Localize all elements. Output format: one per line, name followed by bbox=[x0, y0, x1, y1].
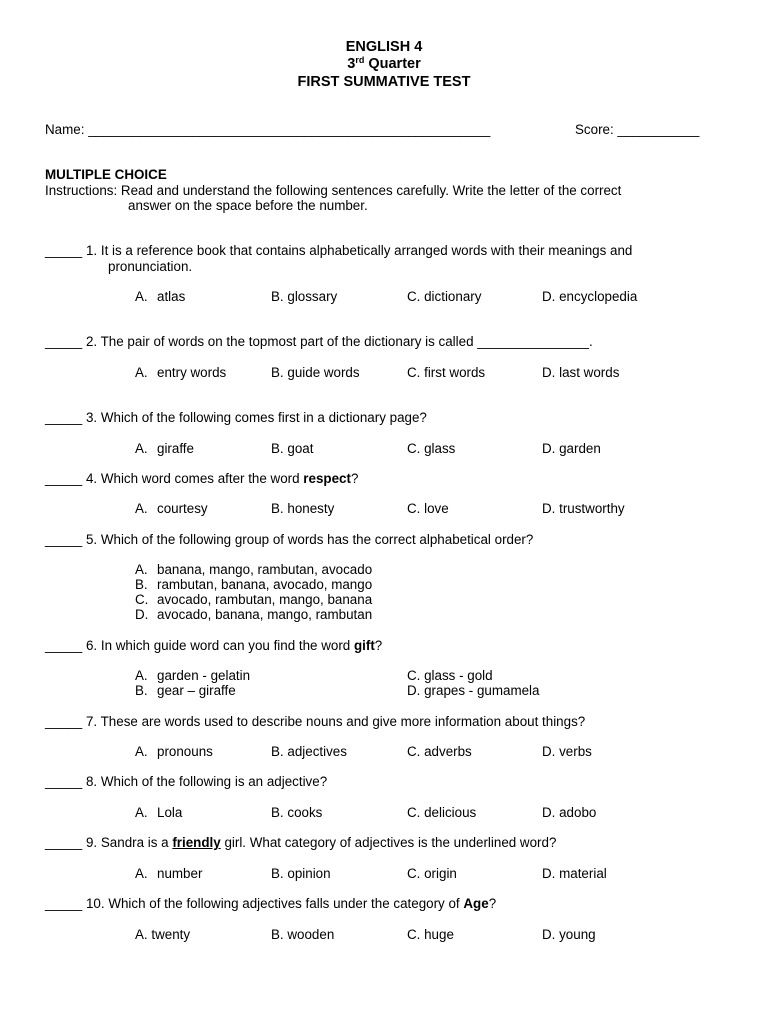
question-4: _____ 4. Which word comes after the word respect? bbox=[45, 471, 359, 486]
option-b: B. wooden bbox=[271, 927, 335, 942]
question-2: _____ 2. The pair of words on the topmost part of the dictionary is called _______________. bbox=[45, 334, 593, 349]
option-c: C. huge bbox=[407, 927, 454, 942]
option-a: A. number bbox=[135, 866, 203, 881]
option-c: C. avocado, rambutan, mango, banana bbox=[135, 592, 373, 607]
test-quarter: 3rd Quarter bbox=[347, 55, 421, 72]
option-b: B. glossary bbox=[271, 289, 338, 304]
option-b: B. gear – giraffe bbox=[135, 683, 236, 698]
question-6: _____ 6. In which guide word can you find the word gift? bbox=[45, 638, 383, 653]
option-b: B. guide words bbox=[271, 365, 360, 380]
option-d: D. young bbox=[542, 927, 596, 942]
question-7: _____ 7. These are words used to describe nouns and give more information about things? bbox=[45, 714, 586, 729]
option-b: B. rambutan, banana, avocado, mango bbox=[135, 577, 373, 592]
question-1: _____ 1. It is a reference book that contains alphabetically arranged words with their meanings and bbox=[45, 243, 633, 258]
option-d: D. trustworthy bbox=[542, 501, 625, 516]
option-c: C. love bbox=[407, 501, 449, 516]
answer-blank[interactable]: _____ bbox=[45, 410, 83, 425]
option-d: D. grapes - gumamela bbox=[407, 683, 540, 698]
option-c: C. first words bbox=[407, 365, 486, 380]
option-a: A. garden - gelatin bbox=[135, 668, 251, 683]
question-10: _____ 10. Which of the following adjectives falls under the category of Age? bbox=[45, 896, 497, 911]
option-a: A. entry words bbox=[135, 365, 227, 380]
answer-blank[interactable]: _____ bbox=[45, 774, 83, 789]
option-a: A. courtesy bbox=[135, 501, 208, 516]
option-a: A. pronouns bbox=[135, 744, 213, 759]
option-c: C. glass - gold bbox=[407, 668, 493, 683]
option-d: D. adobo bbox=[542, 805, 597, 820]
option-c: C. dictionary bbox=[407, 289, 482, 304]
option-c: C. glass bbox=[407, 441, 456, 456]
option-c: C. origin bbox=[407, 866, 457, 881]
question-3: _____ 3. Which of the following comes first in a dictionary page? bbox=[45, 410, 427, 425]
option-d: D. encyclopedia bbox=[542, 289, 638, 304]
option-a: A. giraffe bbox=[135, 441, 194, 456]
question-8: _____ 8. Which of the following is an adjective? bbox=[45, 774, 328, 789]
option-d: D. garden bbox=[542, 441, 601, 456]
instructions-line-1: Instructions: Read and understand the following sentences carefully. Write the letter of the correct bbox=[45, 183, 622, 198]
answer-blank[interactable]: _____ bbox=[45, 334, 83, 349]
answer-blank[interactable]: _____ bbox=[45, 835, 83, 850]
section-title: MULTIPLE CHOICE bbox=[45, 167, 167, 182]
question-5: _____ 5. Which of the following group of words has the correct alphabetical order? bbox=[45, 532, 534, 547]
option-a: A. atlas bbox=[135, 289, 186, 304]
score-field[interactable]: Score: ___________ bbox=[575, 122, 700, 137]
option-c: C. adverbs bbox=[407, 744, 472, 759]
option-b: B. cooks bbox=[271, 805, 323, 820]
option-d: D. avocado, banana, mango, rambutan bbox=[135, 607, 373, 622]
answer-blank[interactable]: _____ bbox=[45, 471, 83, 486]
option-d: D. material bbox=[542, 866, 607, 881]
name-field[interactable]: Name: ______________________________________________________ bbox=[45, 122, 491, 137]
option-c: C. delicious bbox=[407, 805, 477, 820]
option-a: A. twenty bbox=[135, 927, 191, 942]
answer-blank[interactable]: _____ bbox=[45, 896, 83, 911]
option-b: B. goat bbox=[271, 441, 314, 456]
instructions-line-2: answer on the space before the number. bbox=[128, 198, 368, 213]
answer-blank[interactable]: _____ bbox=[45, 532, 83, 547]
option-a: A. Lola bbox=[135, 805, 183, 820]
option-a: A. banana, mango, rambutan, avocado bbox=[135, 562, 373, 577]
option-b: B. honesty bbox=[271, 501, 335, 516]
answer-blank[interactable]: _____ bbox=[45, 243, 83, 258]
option-b: B. adjectives bbox=[271, 744, 347, 759]
answer-blank[interactable]: _____ bbox=[45, 714, 83, 729]
test-title: FIRST SUMMATIVE TEST bbox=[297, 74, 471, 90]
question-1-cont: pronunciation. bbox=[108, 259, 193, 274]
test-subject: ENGLISH 4 bbox=[345, 39, 423, 55]
question-9: _____ 9. Sandra is a friendly girl. What category of adjectives is the underlined word? bbox=[45, 835, 557, 850]
option-b: B. opinion bbox=[271, 866, 331, 881]
option-d: D. last words bbox=[542, 365, 620, 380]
option-d: D. verbs bbox=[542, 744, 592, 759]
answer-blank[interactable]: _____ bbox=[45, 638, 83, 653]
